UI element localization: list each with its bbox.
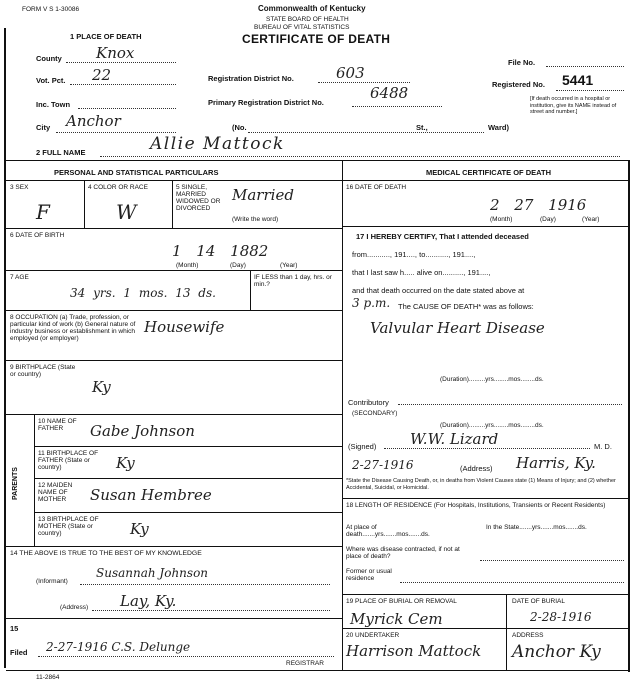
- if-less-label: IF LESS than 1 day, hrs. or min.?: [254, 274, 332, 288]
- vot-pct-label: Vot. Pct.: [36, 76, 66, 85]
- disease-contracted-label: Where was disease contracted, if not at place of death?: [346, 546, 460, 560]
- undertaker-address-value: Anchor Ky: [512, 642, 601, 662]
- secondary-label: (SECONDARY): [352, 410, 398, 417]
- occupation-value: Housewife: [144, 318, 225, 336]
- state-board-label: STATE BOARD OF HEALTH: [266, 16, 349, 23]
- bottom-rule: [6, 670, 628, 671]
- father-birthplace-value: Ky: [116, 454, 135, 472]
- informant-value: Susannah Johnson: [96, 566, 209, 580]
- marital-value: Married: [232, 186, 294, 204]
- age-label: 7 AGE: [10, 274, 29, 281]
- father-name-label: 10 NAME OF FATHER: [38, 418, 77, 432]
- burial-date-label: DATE OF BURIAL: [512, 598, 565, 605]
- full-name-label: 2 FULL NAME: [36, 148, 86, 157]
- signed-line: [384, 448, 590, 449]
- left-row-rule-5: [6, 414, 342, 415]
- informant-label: (Informant): [36, 578, 68, 585]
- left-row-rule-7: [34, 478, 342, 479]
- left-row-rule-4: [6, 360, 342, 361]
- full-name-value: Allie Mattock: [150, 134, 285, 154]
- place-of-death-label: 1 PLACE OF DEATH: [70, 32, 142, 41]
- inc-town-line: [78, 108, 176, 109]
- cause-value: Valvular Heart Disease: [370, 319, 545, 337]
- ward-label: Ward): [488, 123, 509, 132]
- parents-label: PARENTS: [12, 467, 19, 500]
- date-of-death-label: 16 DATE OF DEATH: [346, 184, 407, 191]
- mother-maiden-value: Susan Hembree: [90, 486, 212, 504]
- sex-divider: [84, 180, 85, 228]
- hospital-note: [If death occurred in a hospital or institution, give its NAME instead of street and number.]: [530, 96, 617, 115]
- mother-maiden-label: 12 MAIDEN NAME OF MOTHER: [38, 482, 73, 503]
- primary-reg-value: 6488: [370, 84, 409, 102]
- undertaker-value: Harrison Mattock: [346, 642, 482, 660]
- marital-label: 5 SINGLE, MARRIED WIDOWED OR DIVORCED: [176, 184, 221, 212]
- street-line: [248, 132, 484, 133]
- md-label: M. D.: [594, 442, 612, 451]
- dob-year-label: (Year): [280, 262, 298, 269]
- true-statement: 14 THE ABOVE IS TRUE TO THE BEST OF MY KNOWLEDGE: [10, 550, 202, 557]
- dob-day-label: (Day): [230, 262, 246, 269]
- address-line: [92, 610, 330, 611]
- undertaker-address-label: ADDRESS: [512, 632, 544, 639]
- dod-day-label: (Day): [540, 216, 556, 223]
- inc-town-label: Inc. Town: [36, 100, 71, 109]
- birthplace-label: 9 BIRTHPLACE (State or country): [10, 364, 76, 378]
- personal-section-title: PERSONAL AND STATISTICAL PARTICULARS: [54, 168, 219, 177]
- age-divider: [250, 270, 251, 310]
- street-no-label: (No.: [232, 123, 247, 132]
- primary-reg-line: [352, 106, 442, 107]
- left-row-rule-3: [6, 310, 342, 311]
- burial-rule: [342, 594, 628, 595]
- signed-label: (Signed): [348, 442, 377, 451]
- reg-district-value: 603: [336, 64, 365, 82]
- filed-value: 2-27-1916 C.S. Delunge: [46, 640, 191, 654]
- date-of-death-value: 2 27 1916: [490, 196, 587, 214]
- medical-section-title: MEDICAL CERTIFICATE OF DEATH: [426, 168, 551, 177]
- mother-birthplace-label: 13 BIRTHPLACE OF MOTHER (State or country): [38, 516, 99, 537]
- mother-birthplace-value: Ky: [130, 520, 149, 538]
- file-no-label: File No.: [508, 58, 536, 67]
- full-name-line: [100, 156, 620, 157]
- left-row-rule-2: [6, 270, 342, 271]
- attended-from-label: from..........., 191...., to..........., 191....,: [352, 250, 476, 259]
- disease-contracted-line: [480, 560, 624, 561]
- signed-address-value: Harris, Ky.: [516, 454, 596, 472]
- vot-pct-line: [70, 84, 176, 85]
- in-state-label: In the State.......yrs.......mos.......ds.: [486, 524, 587, 531]
- address-label: (Address): [60, 604, 89, 611]
- burial-divider: [506, 594, 507, 670]
- age-value: 34 yrs. 1 mos. 13 ds.: [70, 286, 216, 300]
- contributory-label: Contributory: [348, 398, 389, 407]
- street-st-label: St.,: [416, 123, 428, 132]
- occupation-label: 8 OCCUPATION (a) Trade, profession, or particular kind of work (b) General nature of industry business or establishment in which employed (or employer): [10, 314, 136, 342]
- dod-month-label: (Month): [490, 216, 513, 223]
- commonwealth-label: Commonwealth of Kentucky: [258, 4, 366, 13]
- left-row-rule-1: [6, 228, 342, 229]
- sex-label: 3 SEX: [10, 184, 29, 191]
- left-row-rule-9: [6, 546, 342, 547]
- left-row-rule-6: [34, 446, 342, 447]
- date-of-death-rule: [342, 226, 628, 227]
- registered-no-value: 5441: [562, 72, 594, 88]
- death-time-value: 3 p.m.: [352, 296, 391, 310]
- bureau-label: BUREAU OF VITAL STATISTICS: [254, 24, 350, 31]
- undertaker-rule: [342, 628, 628, 629]
- city-line: [56, 132, 176, 133]
- primary-reg-label: Primary Registration District No.: [208, 98, 324, 107]
- dod-year-label: (Year): [582, 216, 600, 223]
- duration-label: (Duration).........yrs........mos........ds.: [440, 376, 544, 383]
- registered-no-label: Registered No.: [492, 80, 545, 89]
- color-divider: [172, 180, 173, 228]
- certificate-title: CERTIFICATE OF DEATH: [242, 32, 391, 46]
- length-residence-label: 18 LENGTH OF RESIDENCE (For Hospitals, Institutions, Transients or Recent Residents): [346, 502, 606, 509]
- signed-value: W.W. Lizard: [410, 430, 499, 448]
- registered-no-line: [556, 90, 624, 91]
- marital-note: (Write the word): [232, 216, 279, 223]
- informant-line: [80, 584, 330, 585]
- footer-form-code: 11-2864: [36, 674, 60, 681]
- duration2-label: (Duration).........yrs........mos........ds.: [440, 422, 544, 429]
- birthplace-value: Ky: [92, 378, 111, 396]
- burial-date-value: 2-28-1916: [530, 610, 592, 624]
- city-label: City: [36, 123, 51, 132]
- filed-number: 15: [10, 624, 19, 633]
- filed-label: Filed: [10, 648, 28, 657]
- reg-district-label: Registration District No.: [208, 74, 294, 83]
- signed-date-value: 2-27-1916: [352, 458, 414, 472]
- county-line: [66, 62, 176, 63]
- death-occurred-label: and that death occurred on the date stated above at: [352, 286, 525, 295]
- parents-divider: [34, 414, 35, 546]
- form-number: FORM V S 1-30086: [22, 6, 80, 13]
- father-name-value: Gabe Johnson: [90, 422, 195, 440]
- color-value: W: [116, 200, 137, 224]
- dob-label: 6 DATE OF BIRTH: [10, 232, 65, 239]
- contributory-line: [398, 404, 622, 405]
- cause-label: The CAUSE OF DEATH* was as follows:: [398, 302, 534, 311]
- certify-label: 17 I HEREBY CERTIFY, That I attended deceased: [356, 232, 529, 241]
- dob-value: 1 14 1882: [172, 242, 269, 260]
- burial-place-value: Myrick Cem: [350, 610, 443, 628]
- sex-value: F: [36, 200, 50, 224]
- undertaker-label: 20 UNDERTAKER: [346, 632, 400, 639]
- left-row-rule-8: [34, 512, 342, 513]
- color-label: 4 COLOR OR RACE: [88, 184, 148, 191]
- reg-district-line: [318, 82, 410, 83]
- length-residence-rule: [342, 498, 628, 499]
- at-place-label: At place of death.......yrs.......mos.......ds.: [346, 524, 430, 538]
- father-birthplace-label: 11 BIRTHPLACE OF FATHER (State or country): [38, 450, 99, 471]
- right-border: [628, 160, 630, 672]
- left-row-rule-10: [6, 618, 342, 619]
- signed-address-label: (Address): [460, 464, 493, 473]
- city-value: Anchor: [66, 112, 121, 130]
- dob-month-label: (Month): [176, 262, 199, 269]
- former-residence-line: [400, 582, 624, 583]
- last-saw-label: that I last saw h..... alive on.........., 191....,: [352, 268, 491, 277]
- registrar-label: REGISTRAR: [286, 660, 324, 667]
- file-no-line: [546, 66, 624, 67]
- address-value: Lay, Ky.: [120, 592, 177, 610]
- burial-place-label: 19 PLACE OF BURIAL OR REMOVAL: [346, 598, 457, 605]
- cause-footnote: *State the Disease Causing Death, or, in deaths from Violent Causes state (1) Means of Injury; and (2) whether Accidental, Suicidal, or Homicidal.: [346, 478, 616, 491]
- former-residence-label: Former or usual residence: [346, 568, 392, 582]
- vot-pct-value: 22: [92, 66, 112, 84]
- county-value: Knox: [96, 44, 135, 62]
- county-label: County: [36, 54, 62, 63]
- section-header-rule: [6, 180, 628, 181]
- top-section-rule: [6, 160, 628, 161]
- left-border: [4, 28, 6, 668]
- filed-line: [38, 656, 334, 657]
